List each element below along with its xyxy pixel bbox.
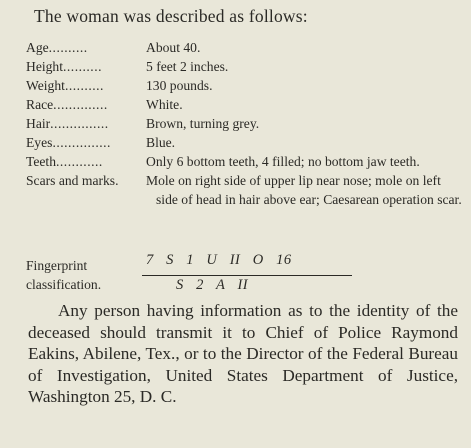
description-label: Hair............... xyxy=(26,116,109,131)
description-value: Only 6 bottom teeth, 4 filled; no bottom jaw teeth. xyxy=(146,154,420,169)
description-value: About 40. xyxy=(146,40,201,55)
fingerprint-label: Fingerprint classification. xyxy=(26,258,102,292)
description-label: Scars and marks. xyxy=(26,173,119,188)
description-row-hair xyxy=(26,114,466,133)
description-value: Blue. xyxy=(146,135,176,150)
description-value: 5 feet 2 inches. xyxy=(146,59,229,74)
intro-heading: The woman was described as follows: xyxy=(34,6,308,26)
description-label: Age.......... xyxy=(26,40,88,55)
description-row-scars xyxy=(26,171,466,209)
description-label: Weight.......... xyxy=(26,78,104,93)
contact-paragraph: Any person having information as to the identity of the deceased should transmit it to Chief of Police Raymond Eakins, Abilene, Tex., or to the Director of the Federal Bureau of Investigation, United States Department of Justice, Washington 25, D. C. xyxy=(28,301,458,407)
description-value: 130 pounds. xyxy=(146,78,213,93)
fingerprint-denominator: S 2 A II xyxy=(176,277,249,293)
description-row-weight xyxy=(26,76,466,95)
description-row-age xyxy=(26,38,466,57)
description-list xyxy=(26,38,466,209)
description-value: White. xyxy=(146,97,183,112)
description-label: Teeth............ xyxy=(26,154,103,169)
description-label: Eyes............... xyxy=(26,135,111,150)
description-label: Race.............. xyxy=(26,97,108,112)
description-row-teeth xyxy=(26,152,466,171)
fingerprint-divider xyxy=(142,275,352,276)
description-value: Mole on right side of upper lip near nose; mole on left side of head in hair above ear; Caesarean operation scar. xyxy=(146,173,462,207)
description-row-height xyxy=(26,57,466,76)
description-value: Brown, turning grey. xyxy=(146,116,260,131)
description-row-race xyxy=(26,95,466,114)
description-row-eyes xyxy=(26,133,466,152)
fingerprint-numerator: 7 S 1 U II O 16 xyxy=(146,252,292,268)
description-label: Height.......... xyxy=(26,59,102,74)
